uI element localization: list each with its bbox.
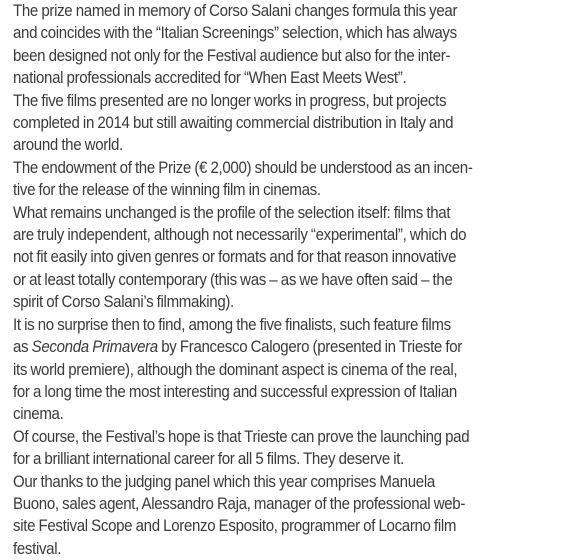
text-line: and coincides with the “Italian Screenings” selection, which has always — [13, 24, 457, 43]
text-line: not fit easily into given genres or formats and for that reason innovative — [13, 248, 457, 267]
text-line: cinema. — [13, 405, 64, 424]
text-line: tive for the release of the winning film in cinemas. — [13, 181, 321, 200]
text-line: for a long time the most interesting and successful expression of Italian — [13, 382, 457, 401]
paragraph-judging-panel — [13, 471, 530, 560]
paragraph-selection-profile — [13, 202, 530, 314]
text-line: Of course, the Festival’s hope is that Trieste can prove the launching pad — [13, 427, 470, 446]
film-title-italic: Seconda Primavera — [31, 338, 158, 357]
text-line: site Festival Scope and Lorenzo Esposito, programmer of Locarno film — [13, 517, 457, 536]
document-body — [13, 0, 530, 560]
paragraph-festival-hope — [13, 426, 530, 471]
text-line: for a brilliant international career for all 5 films. They deserve it. — [13, 450, 405, 469]
text-line: What remains unchanged is the profile of the selection itself: films that — [13, 203, 451, 222]
text-line: been designed not only for the Festival audience but also for the inter- — [13, 46, 451, 65]
text-line: around the world. — [13, 136, 123, 155]
text-line: The prize named in memory of Corso Salani changes formula this year — [13, 2, 458, 20]
text-line: It is no surprise then to find, among the five finalists, such feature films — [13, 315, 451, 334]
text-line: The endowment of the Prize (€ 2,000) should be understood as an incen- — [13, 158, 473, 177]
text-line — [13, 336, 530, 358]
text-segment: as — [13, 338, 32, 357]
text-line: are truly independent, although not necessarily “experimental”, which do — [13, 226, 467, 245]
paragraph-prize-intro — [13, 0, 530, 90]
paragraph-finalists — [13, 314, 530, 426]
text-line: its world premiere), although the dominant aspect is cinema of the real, — [13, 360, 458, 379]
text-line: national professionals accredited for “When East Meets West”. — [13, 69, 407, 88]
text-line: Our thanks to the judging panel which this year comprises Manuela — [13, 472, 435, 491]
text-line: The five films presented are no longer works in progress, but projects — [13, 91, 447, 110]
text-line: completed in 2014 but still awaiting commercial distribution in Italy and — [13, 114, 454, 133]
text-segment: by Francesco Calogero (presented in Trieste for — [157, 338, 462, 357]
text-line: spirit of Corso Salani’s filmmaking). — [13, 293, 234, 312]
text-line: festival. — [13, 539, 62, 558]
paragraph-five-films — [13, 90, 530, 157]
text-line: Buono, sales agent, Alessandro Raja, manager of the professional web- — [13, 494, 466, 513]
paragraph-endowment — [13, 157, 530, 202]
text-line: or at least totally contemporary (this was – as we have often said – the — [13, 270, 453, 289]
